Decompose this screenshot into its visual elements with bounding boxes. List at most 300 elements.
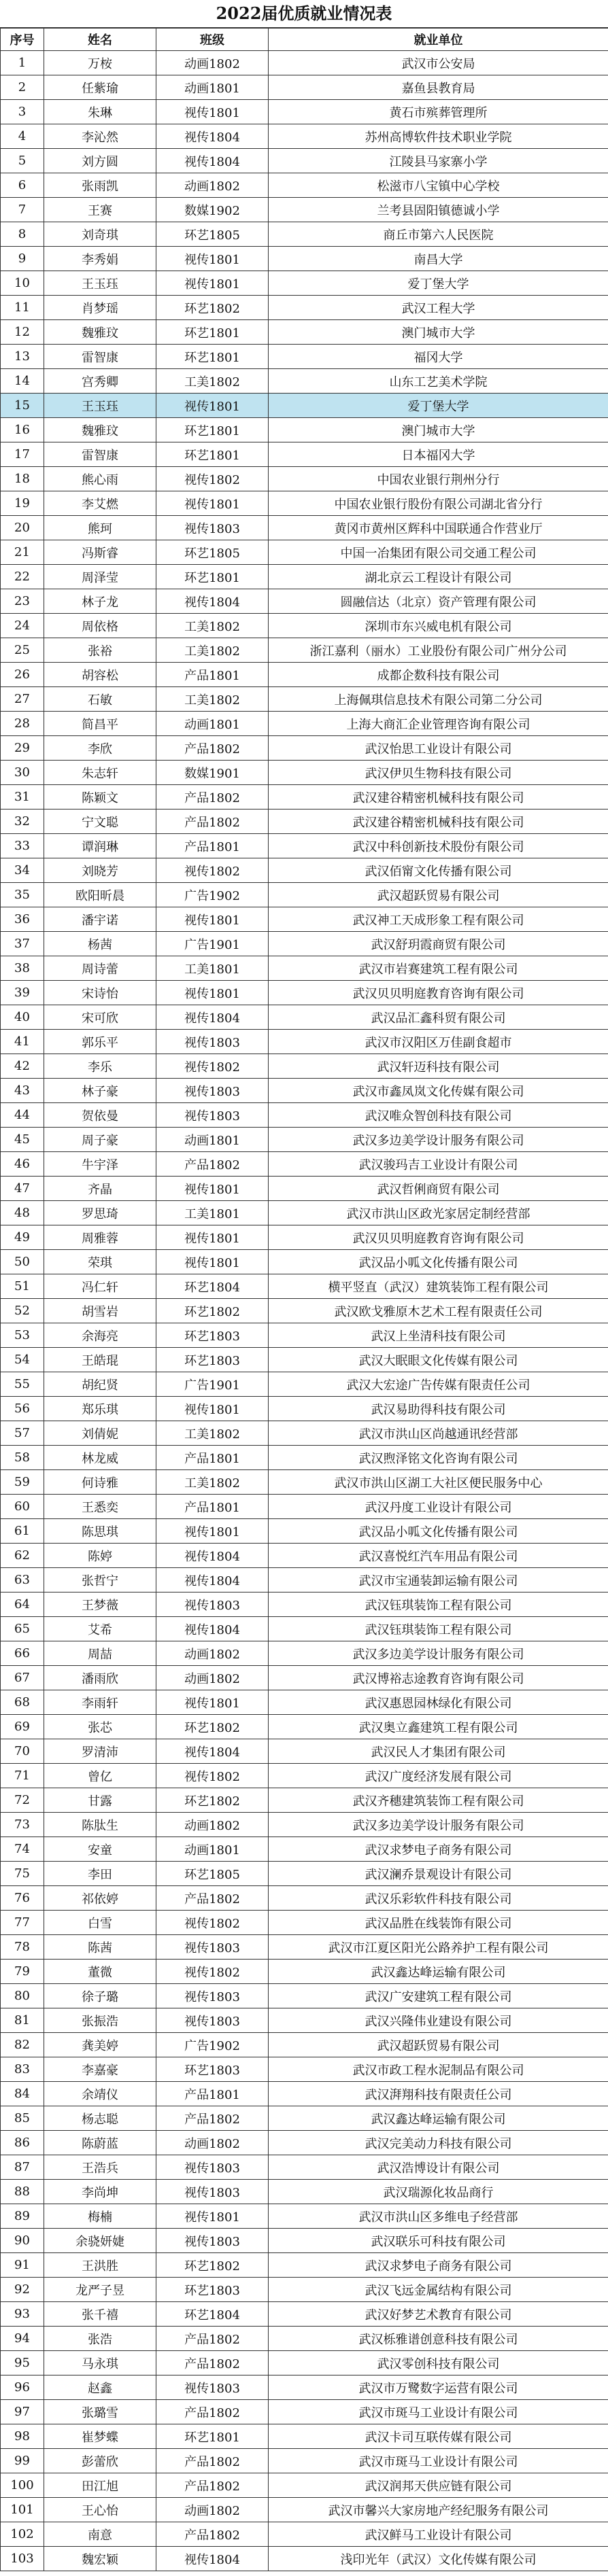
- table-row: [1, 883, 608, 907]
- employment-table: [0, 28, 608, 2571]
- table-row: [1, 1641, 608, 1666]
- cell-name: 雷智康: [44, 442, 156, 467]
- cell-unit: 武汉瑞源化妆品商行: [269, 2180, 608, 2204]
- cell-class: 产品1802: [156, 2473, 269, 2498]
- table-row: [1, 2180, 608, 2204]
- cell-class: 产品1802: [156, 2449, 269, 2473]
- cell-unit: 浙江嘉利（丽水）工业股份有限公司广州分公司: [269, 638, 608, 663]
- cell-class: 环艺1801: [156, 442, 269, 467]
- cell-name: 张浩: [44, 2327, 156, 2351]
- table-row: [1, 2498, 608, 2522]
- cell-class: 数媒1901: [156, 761, 269, 785]
- cell-name: 王悉奕: [44, 1495, 156, 1519]
- cell-name: 周子豪: [44, 1128, 156, 1152]
- cell-no: 72: [1, 1788, 44, 1813]
- cell-unit: 爱丁堡大学: [269, 394, 608, 418]
- cell-name: 冯斯睿: [44, 540, 156, 565]
- cell-name: 白雪: [44, 1911, 156, 1935]
- cell-class: 视传1801: [156, 394, 269, 418]
- cell-unit: 武汉上坐清科技有限公司: [269, 1323, 608, 1348]
- cell-unit: 武汉煦泽铭文化咨询有限公司: [269, 1446, 608, 1470]
- cell-unit: 武汉易助得科技有限公司: [269, 1397, 608, 1421]
- table-row: [1, 1788, 608, 1813]
- cell-class: 工美1802: [156, 369, 269, 394]
- cell-name: 艾希: [44, 1617, 156, 1641]
- cell-class: 视传1804: [156, 1544, 269, 1568]
- cell-name: 王浩兵: [44, 2155, 156, 2180]
- cell-name: 肖梦瑶: [44, 296, 156, 320]
- cell-unit: 武汉大眠眼文化传媒有限公司: [269, 1348, 608, 1372]
- cell-name: 雷智康: [44, 345, 156, 369]
- cell-unit: 商丘市第六人民医院: [269, 222, 608, 247]
- cell-name: 曾亿: [44, 1764, 156, 1788]
- cell-unit: 武汉多边美学设计服务有限公司: [269, 1641, 608, 1666]
- cell-class: 环艺1805: [156, 1862, 269, 1886]
- cell-class: 工美1802: [156, 638, 269, 663]
- cell-unit: 武汉伊贝生物科技有限公司: [269, 761, 608, 785]
- table-row: [1, 1739, 608, 1764]
- sheet-title: 2022届优质就业情况表: [0, 0, 608, 28]
- cell-class: 动画1801: [156, 75, 269, 100]
- table-row: [1, 638, 608, 663]
- cell-no: 41: [1, 1030, 44, 1054]
- cell-name: 龚美婷: [44, 2033, 156, 2057]
- cell-name: 张哲宁: [44, 1568, 156, 1592]
- table-row: [1, 565, 608, 589]
- cell-class: 视传1804: [156, 149, 269, 173]
- cell-name: 陈茜: [44, 1935, 156, 1960]
- cell-unit: 武汉欧戈雅原木艺术工程有限责任公司: [269, 1299, 608, 1323]
- cell-name: 牛宇泽: [44, 1152, 156, 1177]
- cell-class: 产品1802: [156, 2327, 269, 2351]
- cell-name: 郑乐琪: [44, 1397, 156, 1421]
- cell-name: 李田: [44, 1862, 156, 1886]
- cell-unit: 武汉怡思工业设计有限公司: [269, 736, 608, 761]
- cell-no: 53: [1, 1323, 44, 1348]
- cell-name: 熊珂: [44, 516, 156, 540]
- table-row: [1, 149, 608, 173]
- table-row: [1, 687, 608, 712]
- cell-class: 环艺1802: [156, 1788, 269, 1813]
- cell-class: 环艺1802: [156, 1715, 269, 1739]
- cell-no: 65: [1, 1617, 44, 1641]
- cell-no: 103: [1, 2547, 44, 2571]
- table-row: [1, 1054, 608, 1079]
- cell-name: 荣琪: [44, 1250, 156, 1274]
- cell-unit: 澳门城市大学: [269, 418, 608, 442]
- cell-unit: 武汉鲜马工业设计有限公司: [269, 2522, 608, 2547]
- table-row: [1, 907, 608, 932]
- cell-no: 28: [1, 712, 44, 736]
- cell-class: 工美1802: [156, 1470, 269, 1495]
- cell-class: 视传1801: [156, 1690, 269, 1715]
- cell-class: 视传1804: [156, 1739, 269, 1764]
- cell-class: 环艺1802: [156, 2253, 269, 2278]
- table-row: [1, 1592, 608, 1617]
- cell-no: 68: [1, 1690, 44, 1715]
- table-row: [1, 2547, 608, 2571]
- cell-no: 82: [1, 2033, 44, 2057]
- cell-no: 12: [1, 320, 44, 345]
- cell-unit: 黄冈市黄州区辉科中国联通合作营业厅: [269, 516, 608, 540]
- table-row: [1, 1935, 608, 1960]
- cell-no: 95: [1, 2351, 44, 2375]
- cell-class: 视传1802: [156, 1911, 269, 1935]
- cell-name: 杨茜: [44, 932, 156, 956]
- cell-class: 视传1802: [156, 1764, 269, 1788]
- cell-name: 马永琪: [44, 2351, 156, 2375]
- cell-no: 43: [1, 1079, 44, 1103]
- cell-no: 93: [1, 2302, 44, 2327]
- cell-unit: 南昌大学: [269, 247, 608, 271]
- cell-class: 视传1801: [156, 491, 269, 516]
- cell-no: 71: [1, 1764, 44, 1788]
- cell-class: 动画1802: [156, 51, 269, 75]
- header-class: 班级: [156, 29, 269, 51]
- table-row: [1, 1005, 608, 1030]
- cell-no: 20: [1, 516, 44, 540]
- table-row: [1, 1128, 608, 1152]
- cell-no: 15: [1, 394, 44, 418]
- cell-unit: 日本福冈大学: [269, 442, 608, 467]
- cell-unit: 武汉市汉阳区万佳副食超市: [269, 1030, 608, 1054]
- cell-no: 77: [1, 1911, 44, 1935]
- cell-no: 50: [1, 1250, 44, 1274]
- cell-no: 79: [1, 1960, 44, 1984]
- table-row: [1, 956, 608, 981]
- cell-unit: 武汉市宝通装卸运输有限公司: [269, 1568, 608, 1592]
- cell-no: 76: [1, 1886, 44, 1911]
- cell-name: 任紫瑜: [44, 75, 156, 100]
- cell-no: 46: [1, 1152, 44, 1177]
- cell-no: 13: [1, 345, 44, 369]
- cell-unit: 上海大商汇企业管理咨询有限公司: [269, 712, 608, 736]
- cell-unit: 武汉哲俐商贸有限公司: [269, 1177, 608, 1201]
- cell-unit: 武汉浩博设计有限公司: [269, 2155, 608, 2180]
- cell-class: 产品1802: [156, 1152, 269, 1177]
- cell-unit: 中国一冶集团有限公司交通工程公司: [269, 540, 608, 565]
- cell-no: 19: [1, 491, 44, 516]
- cell-name: 宫秀卿: [44, 369, 156, 394]
- cell-class: 广告1902: [156, 2033, 269, 2057]
- cell-name: 余骁妍婕: [44, 2229, 156, 2253]
- table-row: [1, 2424, 608, 2449]
- cell-no: 51: [1, 1274, 44, 1299]
- cell-class: 视传1801: [156, 1519, 269, 1544]
- cell-name: 余海亮: [44, 1323, 156, 1348]
- cell-name: 余靖仪: [44, 2082, 156, 2106]
- cell-no: 63: [1, 1568, 44, 1592]
- cell-unit: 黄石市殡葬管理所: [269, 100, 608, 124]
- cell-class: 视传1803: [156, 1592, 269, 1617]
- cell-unit: 成都企数科技有限公司: [269, 663, 608, 687]
- cell-unit: 横平竖直（武汉）建筑装饰工程有限公司: [269, 1274, 608, 1299]
- cell-no: 10: [1, 271, 44, 296]
- cell-no: 91: [1, 2253, 44, 2278]
- cell-name: 徐子璐: [44, 1984, 156, 2008]
- cell-no: 35: [1, 883, 44, 907]
- cell-no: 84: [1, 2082, 44, 2106]
- cell-unit: 武汉品胜在线装饰有限公司: [269, 1911, 608, 1935]
- table-row: [1, 834, 608, 858]
- cell-class: 视传1803: [156, 2375, 269, 2400]
- cell-no: 59: [1, 1470, 44, 1495]
- cell-class: 环艺1801: [156, 418, 269, 442]
- cell-class: 视传1802: [156, 467, 269, 491]
- cell-no: 7: [1, 198, 44, 222]
- cell-class: 工美1801: [156, 956, 269, 981]
- cell-name: 梅楠: [44, 2204, 156, 2229]
- table-row: [1, 1690, 608, 1715]
- cell-unit: 湖北京云工程设计有限公司: [269, 565, 608, 589]
- cell-no: 26: [1, 663, 44, 687]
- cell-no: 42: [1, 1054, 44, 1079]
- cell-no: 94: [1, 2327, 44, 2351]
- cell-name: 欧阳昕晨: [44, 883, 156, 907]
- table-row: [1, 2057, 608, 2082]
- cell-unit: 武汉求梦电子商务有限公司: [269, 2253, 608, 2278]
- cell-no: 80: [1, 1984, 44, 2008]
- table-row: [1, 1079, 608, 1103]
- table-row: [1, 1544, 608, 1568]
- cell-unit: 武汉市斑马工业设计有限公司: [269, 2449, 608, 2473]
- cell-unit: 武汉鑫达峰运输有限公司: [269, 2106, 608, 2131]
- cell-no: 16: [1, 418, 44, 442]
- cell-unit: 武汉喜悦红汽车用品有限公司: [269, 1544, 608, 1568]
- cell-name: 周依格: [44, 614, 156, 638]
- cell-no: 6: [1, 173, 44, 198]
- cell-no: 58: [1, 1446, 44, 1470]
- cell-unit: 武汉市岩赛建筑工程有限公司: [269, 956, 608, 981]
- cell-no: 1: [1, 51, 44, 75]
- table-row: [1, 394, 608, 418]
- cell-class: 视传1803: [156, 2155, 269, 2180]
- cell-unit: 武汉求梦电子商务有限公司: [269, 1837, 608, 1862]
- cell-unit: 武汉丹度工业设计有限公司: [269, 1495, 608, 1519]
- cell-class: 环艺1805: [156, 540, 269, 565]
- cell-name: 齐晶: [44, 1177, 156, 1201]
- table-row: [1, 932, 608, 956]
- cell-class: 视传1801: [156, 907, 269, 932]
- cell-name: 胡容松: [44, 663, 156, 687]
- cell-no: 48: [1, 1201, 44, 1225]
- cell-name: 刘倩妮: [44, 1421, 156, 1446]
- cell-class: 环艺1803: [156, 1323, 269, 1348]
- table-row: [1, 736, 608, 761]
- cell-name: 周诗蕾: [44, 956, 156, 981]
- cell-no: 25: [1, 638, 44, 663]
- cell-unit: 武汉联乐可科技有限公司: [269, 2229, 608, 2253]
- cell-class: 视传1803: [156, 2229, 269, 2253]
- cell-unit: 武汉中科创新技术股份有限公司: [269, 834, 608, 858]
- cell-unit: 武汉市斑马工业设计有限公司: [269, 2400, 608, 2424]
- cell-unit: 武汉唯众智创科技有限公司: [269, 1103, 608, 1128]
- table-row: [1, 222, 608, 247]
- cell-no: 27: [1, 687, 44, 712]
- cell-unit: 武汉市江夏区阳光公路养护工程有限公司: [269, 1935, 608, 1960]
- cell-no: 44: [1, 1103, 44, 1128]
- cell-no: 29: [1, 736, 44, 761]
- cell-class: 产品1802: [156, 2106, 269, 2131]
- table-row: [1, 589, 608, 614]
- cell-class: 视传1802: [156, 1960, 269, 1984]
- table-row: [1, 1617, 608, 1641]
- cell-class: 环艺1804: [156, 1274, 269, 1299]
- cell-name: 李秀娟: [44, 247, 156, 271]
- cell-name: 谭润琳: [44, 834, 156, 858]
- table-row: [1, 2278, 608, 2302]
- table-row: [1, 1862, 608, 1886]
- cell-unit: 武汉乐彩软件科技有限公司: [269, 1886, 608, 1911]
- cell-name: 龙严子昱: [44, 2278, 156, 2302]
- cell-class: 产品1802: [156, 1886, 269, 1911]
- table-row: [1, 1348, 608, 1372]
- cell-unit: 武汉工程大学: [269, 296, 608, 320]
- cell-class: 产品1802: [156, 785, 269, 810]
- cell-no: 5: [1, 149, 44, 173]
- table-row: [1, 100, 608, 124]
- cell-unit: 武汉超跃贸易有限公司: [269, 2033, 608, 2057]
- table-row: [1, 1519, 608, 1544]
- table-row: [1, 2400, 608, 2424]
- cell-class: 动画1802: [156, 2498, 269, 2522]
- cell-unit: 武汉完美动力科技有限公司: [269, 2131, 608, 2155]
- cell-unit: 武汉澜乔景观设计有限公司: [269, 1862, 608, 1886]
- cell-class: 视传1803: [156, 2180, 269, 2204]
- cell-class: 环艺1802: [156, 1299, 269, 1323]
- cell-name: 王赛: [44, 198, 156, 222]
- table-row: [1, 2033, 608, 2057]
- cell-no: 11: [1, 296, 44, 320]
- cell-no: 92: [1, 2278, 44, 2302]
- cell-name: 胡雪岩: [44, 1299, 156, 1323]
- cell-unit: 苏州高博软件技术职业学院: [269, 124, 608, 149]
- cell-name: 李欣: [44, 736, 156, 761]
- cell-class: 广告1901: [156, 932, 269, 956]
- cell-class: 环艺1801: [156, 345, 269, 369]
- cell-name: 崔梦蝶: [44, 2424, 156, 2449]
- cell-unit: 武汉贝贝明庭教育咨询有限公司: [269, 981, 608, 1005]
- table-row: [1, 2449, 608, 2473]
- cell-unit: 武汉品小呱文化传播有限公司: [269, 1250, 608, 1274]
- cell-unit: 武汉市政工程水泥制品有限公司: [269, 2057, 608, 2082]
- cell-no: 31: [1, 785, 44, 810]
- cell-name: 罗思琦: [44, 1201, 156, 1225]
- cell-no: 87: [1, 2155, 44, 2180]
- cell-name: 宋可欣: [44, 1005, 156, 1030]
- cell-name: 刘奇琪: [44, 222, 156, 247]
- cell-name: 王玉珏: [44, 271, 156, 296]
- cell-unit: 江陵县马家寨小学: [269, 149, 608, 173]
- table-row: [1, 1152, 608, 1177]
- cell-class: 广告1902: [156, 883, 269, 907]
- cell-name: 董微: [44, 1960, 156, 1984]
- cell-name: 罗清沛: [44, 1739, 156, 1764]
- cell-class: 工美1802: [156, 1421, 269, 1446]
- table-row: [1, 1372, 608, 1397]
- cell-unit: 武汉奥立鑫建筑工程有限公司: [269, 1715, 608, 1739]
- table-row: [1, 810, 608, 834]
- cell-no: 9: [1, 247, 44, 271]
- header-unit: 就业单位: [269, 29, 608, 51]
- table-row: [1, 712, 608, 736]
- table-row: [1, 2008, 608, 2033]
- cell-unit: 武汉佰甯文化传播有限公司: [269, 858, 608, 883]
- cell-name: 张振浩: [44, 2008, 156, 2033]
- table-row: [1, 1323, 608, 1348]
- table-row: [1, 1225, 608, 1250]
- cell-no: 97: [1, 2400, 44, 2424]
- cell-class: 动画1801: [156, 1837, 269, 1862]
- table-row: [1, 271, 608, 296]
- table-row: [1, 2351, 608, 2375]
- cell-unit: 福冈大学: [269, 345, 608, 369]
- cell-unit: 深圳市东兴威电机有限公司: [269, 614, 608, 638]
- cell-unit: 澳门城市大学: [269, 320, 608, 345]
- cell-unit: 武汉神工天成形象工程有限公司: [269, 907, 608, 932]
- cell-class: 环艺1803: [156, 2278, 269, 2302]
- table-row: [1, 540, 608, 565]
- cell-no: 83: [1, 2057, 44, 2082]
- cell-class: 视传1803: [156, 2008, 269, 2033]
- cell-class: 视传1801: [156, 2204, 269, 2229]
- cell-unit: 武汉骏玛吉工业设计有限公司: [269, 1152, 608, 1177]
- table-row: [1, 1030, 608, 1054]
- table-row: [1, 785, 608, 810]
- cell-unit: 武汉广安建筑工程有限公司: [269, 1984, 608, 2008]
- table-row: [1, 2302, 608, 2327]
- cell-no: 64: [1, 1592, 44, 1617]
- cell-name: 杨志聪: [44, 2106, 156, 2131]
- header-row: [1, 29, 608, 51]
- cell-name: 祁依婷: [44, 1886, 156, 1911]
- cell-class: 动画1802: [156, 173, 269, 198]
- cell-class: 环艺1804: [156, 2302, 269, 2327]
- table-row: [1, 1299, 608, 1323]
- cell-unit: 武汉市鑫凤岚文化传媒有限公司: [269, 1079, 608, 1103]
- cell-no: 22: [1, 565, 44, 589]
- cell-name: 刘晓芳: [44, 858, 156, 883]
- cell-class: 环艺1801: [156, 320, 269, 345]
- cell-no: 85: [1, 2106, 44, 2131]
- table-row: [1, 2082, 608, 2106]
- cell-no: 4: [1, 124, 44, 149]
- cell-class: 视传1801: [156, 981, 269, 1005]
- cell-name: 石敏: [44, 687, 156, 712]
- cell-no: 101: [1, 2498, 44, 2522]
- cell-class: 动画1801: [156, 712, 269, 736]
- table-row: [1, 2131, 608, 2155]
- cell-class: 产品1802: [156, 2351, 269, 2375]
- cell-class: 视传1804: [156, 2547, 269, 2571]
- cell-unit: 武汉超跃贸易有限公司: [269, 883, 608, 907]
- cell-class: 动画1801: [156, 1128, 269, 1152]
- cell-name: 魏宏颖: [44, 2547, 156, 2571]
- cell-no: 89: [1, 2204, 44, 2229]
- cell-no: 66: [1, 1641, 44, 1666]
- cell-name: 陈思琪: [44, 1519, 156, 1544]
- cell-no: 49: [1, 1225, 44, 1250]
- cell-class: 视传1803: [156, 1103, 269, 1128]
- cell-no: 21: [1, 540, 44, 565]
- table-row: [1, 1421, 608, 1446]
- cell-no: 30: [1, 761, 44, 785]
- cell-class: 视传1801: [156, 1177, 269, 1201]
- cell-class: 视传1801: [156, 271, 269, 296]
- cell-unit: 武汉博裕志途教育咨询有限公司: [269, 1666, 608, 1690]
- cell-unit: 武汉市洪山区政光家居定制经营部: [269, 1201, 608, 1225]
- cell-class: 视传1804: [156, 124, 269, 149]
